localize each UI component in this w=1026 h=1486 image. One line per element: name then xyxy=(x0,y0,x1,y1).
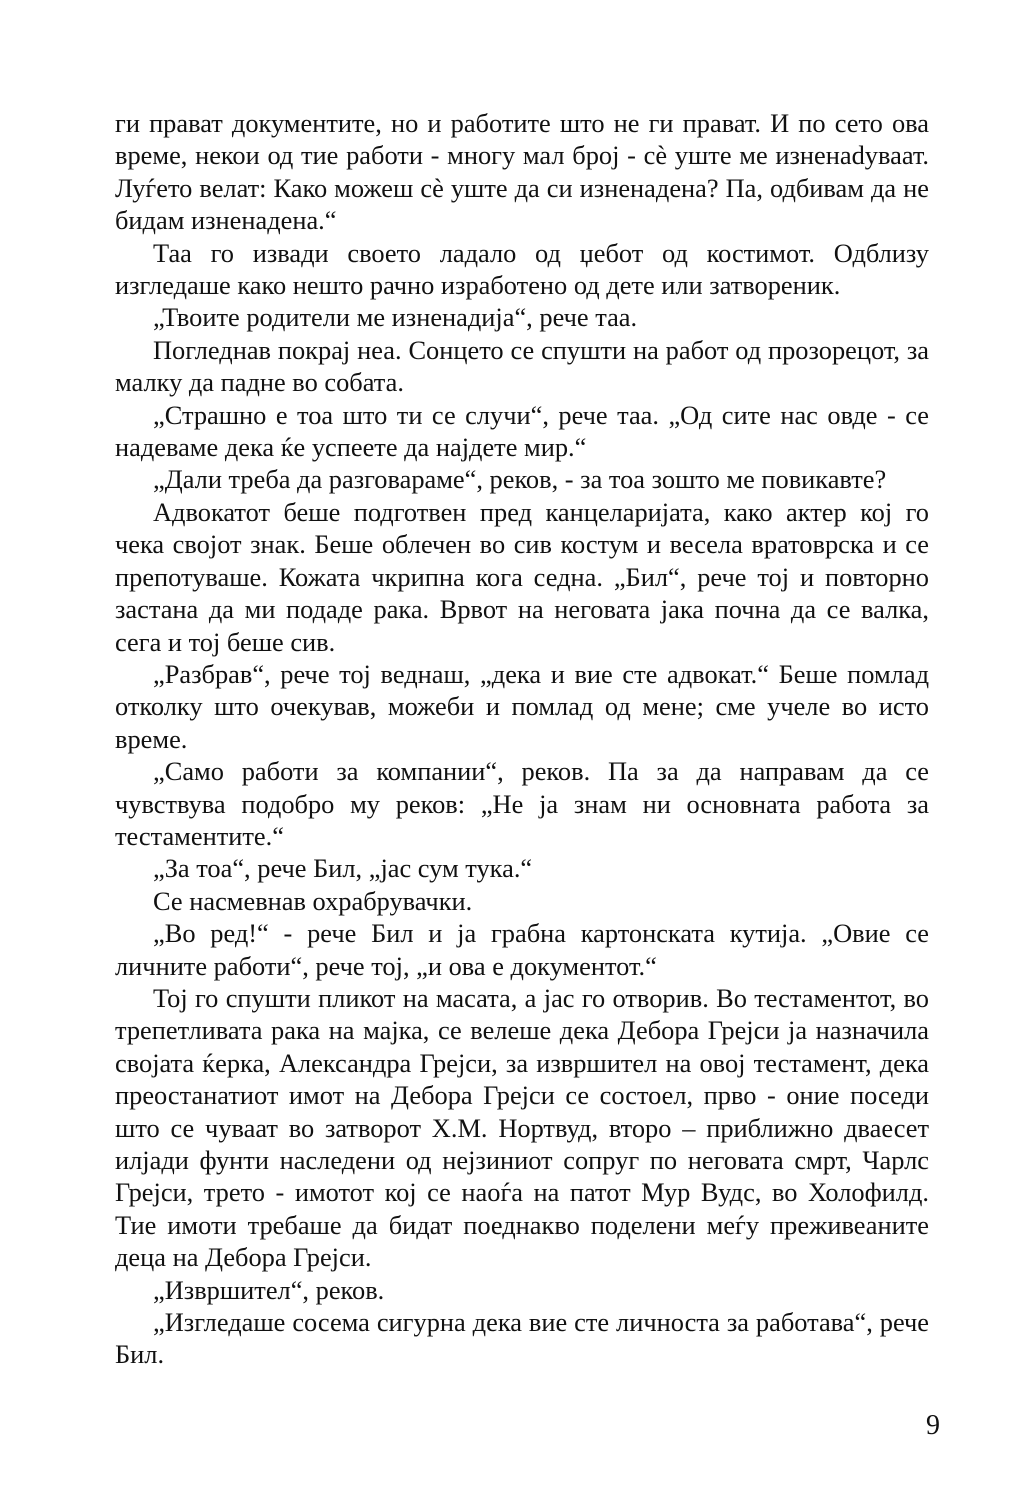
paragraph: „Извршител“, реков. xyxy=(153,1274,385,1305)
paragraph: „Изгледаше сосема сигурна дека вие сте личноста за работава“, рече Бил. xyxy=(115,1307,929,1370)
paragraph: Погледнав покрај неа. Сонцето се спушти на работ од прозорецот, за малку да падне во собата. xyxy=(115,334,929,398)
paragraph: Таа го извади своето ладало од џебот од костимот. Одблизу изгледаше како нешто рачно изработено од дете или затвореник. xyxy=(115,237,929,301)
paragraph: „Дали треба да разговараме“, реков, - за тоа зошто ме повикавте? xyxy=(153,464,887,495)
page-body xyxy=(115,107,929,1371)
paragraph: „Твоите родители ме изненадија“, рече таа. xyxy=(153,302,638,333)
paragraph: „Разбрав“, рече тој веднаш, „дека и вие сте адвокат.“ Беше помлад отколку што очекував, можеби и помлад од мене; сме учеле во исто време. xyxy=(115,658,929,754)
paragraph: ги прават документите, но и работите што не ги прават. И по сето ова време, некои од тие работи - многу мал број - сѐ уште ме изненаdуваат. Луѓето велат: Како можеш сѐ уште да си изненадена? Па, одбивам да не бидам изненадена.“ xyxy=(115,108,929,236)
paragraph: „Страшно е тоа што ти се случи“, рече таа. „Од сите нас овде - се надеваме дека ќе успеете да најдете мир.“ xyxy=(115,399,929,463)
page-number: 9 xyxy=(926,1410,940,1441)
paragraph: „Само работи за компании“, реков. Па за да направам да се чувствува подобро му реков: „Не ја знам ни основната работа за тестаментите.“ xyxy=(115,756,929,851)
paragraph: „Во ред!“ - рече Бил и ја грабна картонската кутија. „Овие се личните работи“, рече тој, „и ова е документот.“ xyxy=(115,918,929,981)
paragraph: Адвокатот беше подготвен пред канцеларијата, како актер кој го чека својот знак. Беше облечен во сив костум и весела вратоврска и се препотуваше. Кожата чкрипна кога седна. „Бил“, рече тој и повторно застана да ми подаде рака. Врвот на неговата јака почна да се валка, сега и тој беше сив. xyxy=(115,496,929,657)
paragraph: „За тоа“, рече Бил, „јас сум тука.“ xyxy=(153,853,533,884)
paragraph: Тој го спушти пликот на масата, а јас го отворив. Во тестаментот, во трепетливата рака на мајка, се велеше дека Дебора Грејси ја назначила својата ќерка, Александра Грејси, за извршител на овој тестамент, дека преостанатиот имот на Дебора Грејси се состоел, прво - оние поседи што се чуваат во затворот Х.М. Нортвуд, второ – приближно дваесет илјади фунти наследени од нејзиниот сопруг по неговата смрт, Чарлс Грејси, трето - имотот кој се наоѓа на патот Мур Вудс, во Холофилд. Тие имоти требаше да бидат поеднакво поделени меѓу преживеаните деца на Дебора Грејси. xyxy=(115,982,929,1273)
paragraph: Се насмевнав охрабрувачки. xyxy=(153,885,473,916)
